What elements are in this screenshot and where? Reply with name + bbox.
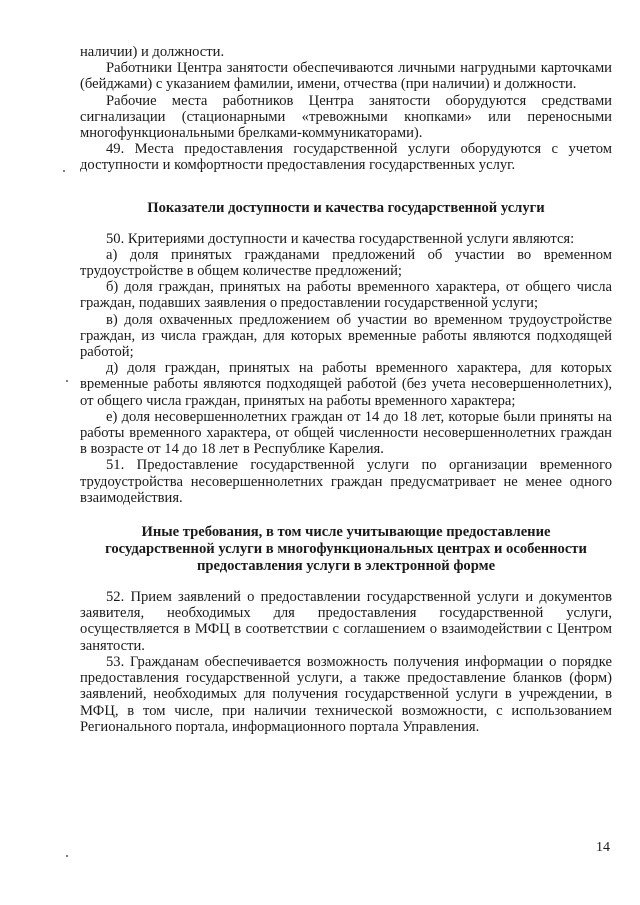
scan-speck [66,380,68,382]
paragraph: наличии) и должности. [80,44,225,60]
criterion-d: д) доля граждан, принятых на работы временного характера, для которых временные работы являются подходящей работой (без учета несовершеннолетних), от общего числа граждан, принятых на работы временного характера; [80,360,612,409]
page-number: 14 [596,840,610,855]
heading-line: Иные требования, в том числе учитывающие предоставление [141,524,551,541]
document-page [80,44,612,735]
heading-line: предоставления услуги в электронной форме [196,558,496,575]
criterion-a: а) доля принятых гражданами предложений об участии во временном трудоустройстве в общем количестве предложений; [80,246,612,280]
paragraph: Работники Центра занятости обеспечиваются личными нагрудными карточками (бейджами) с указанием фамилии, имени, отчества (при наличии) и должности. [80,60,612,93]
paragraph-item-51: 51. Предоставление государственной услуги по организации временного трудоустройства несовершеннолетних граждан предусматривает не менее одного взаимодействия. [80,457,612,506]
paragraph-item-49: 49. Места предоставления государственной услуги оборудуются с учетом доступности и комфортности предоставления государственных услуг. [80,141,612,174]
paragraph-item-50: 50. Критериями доступности и качества государственной услуги являются: [106,230,575,247]
heading-line: государственной услуги в многофункциональных центрах и особенности [105,541,587,558]
section-heading-accessibility: Показатели доступности и качества государственной услуги [147,199,545,216]
scan-speck [63,170,65,172]
paragraph-item-52: 52. Прием заявлений о предоставлении государственной услуги и документов заявителя, необходимых для предоставления государственной услуги, осуществляется в МФЦ в соответствии с соглашением о взаимодействии с Центром занятости. [80,589,612,654]
criterion-e: е) доля несовершеннолетних граждан от 14 до 18 лет, которые были приняты на работы временного характера, от общей численности несовершеннолетних граждан в возрасте от 14 до 18 лет в Республике Карелия. [80,408,612,458]
paragraph: Рабочие места работников Центра занятости оборудуются средствами сигнализации (стационарными «тревожными кнопками» или переносными многофункциональными брелками-коммуникаторами). [80,92,612,142]
criterion-b: б) доля граждан, принятых на работы временного характера, от общего числа граждан, подавших заявления о предоставлении государственной услуги; [80,279,612,312]
section-heading-other-requirements [80,524,612,575]
paragraph-item-53: 53. Гражданам обеспечивается возможность получения информации о порядке предоставления государственной услуги, а также предоставление бланков (форм) заявлений, необходимых для получения государственной услуги в учреждении, в МФЦ, в том числе, при наличии технической возможности, с использованием Регионального портала, информационного портала Управления. [80,653,612,735]
scan-speck [66,855,68,857]
criterion-v: в) доля охваченных предложением об участии во временном трудоустройстве граждан, из числа граждан, для которых временные работы являются подходящей работой; [80,311,612,361]
